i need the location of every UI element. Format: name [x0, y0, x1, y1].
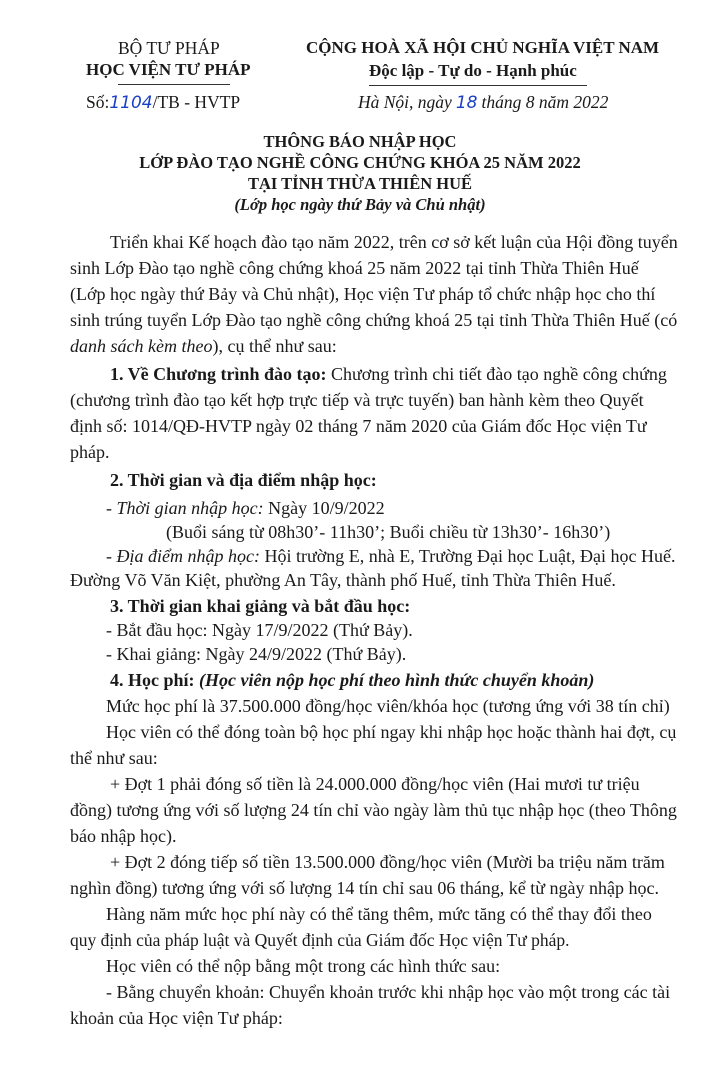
intro-line-2: sinh Lớp Đào tạo nghề công chứng khoá 25 năm 2022 tại tỉnh Thừa Thiên Huế: [70, 258, 639, 278]
section-2-heading: 2. Thời gian và địa điểm nhập học:: [110, 470, 377, 490]
installment-2-line-1: + Đợt 2 đóng tiếp số tiền 13.500.000 đồng/học viên (Mười ba triệu năm trăm: [110, 852, 665, 872]
intro-line-4: sinh trúng tuyển Lớp Đào tạo nghề công chứng khoá 25 tại tỉnh Thừa Thiên Huế (có: [70, 310, 678, 330]
intro-line-3: (Lớp học ngày thứ Bảy và Chủ nhật), Học viện Tư pháp tổ chức nhập học cho thí: [70, 284, 656, 304]
intro-line-5: [70, 336, 337, 357]
notice-title: THÔNG BÁO NHẬP HỌC: [263, 132, 457, 151]
payment-options-line-2: thể như sau:: [70, 748, 158, 768]
national-motto: Độc lập - Tự do - Hạnh phúc: [369, 61, 577, 80]
enrollment-place: [106, 546, 675, 567]
date-prefix: Hà Nội, ngày: [358, 92, 452, 112]
bank-transfer-line-1: - Bằng chuyển khoản: Chuyển khoản trước khi nhập học vào một trong các tài: [106, 982, 671, 1002]
enrollment-place-value: Hội trường E, nhà E, Trường Đại học Luật, Đại học Huế.: [259, 546, 676, 566]
enrollment-place-line-2: Đường Võ Văn Kiệt, phường An Tây, thành phố Huế, tỉnh Thừa Thiên Huế.: [70, 570, 616, 590]
enrollment-time-label: - Thời gian nhập học:: [106, 498, 264, 518]
payment-methods: Học viên có thể nộp bằng một trong các hình thức sau:: [106, 956, 501, 976]
doc-no-prefix: Số:: [86, 92, 110, 112]
enrollment-place-label: - Địa điểm nhập học:: [106, 546, 260, 566]
course-opening: - Khai giảng: Ngày 24/9/2022 (Thứ Bảy).: [106, 644, 407, 664]
notice-schedule-note: (Lớp học ngày thứ Bảy và Chủ nhật): [234, 195, 486, 214]
enrollment-time-detail: (Buổi sáng từ 08h30’- 11h30’; Buổi chiều từ 13h30’- 16h30’): [166, 522, 611, 542]
section-3-heading: 3. Thời gian khai giảng và bắt đầu học:: [110, 596, 411, 616]
org-parent: BỘ TƯ PHÁP: [118, 38, 220, 58]
place-date: [358, 92, 608, 113]
section-1-text: Chương trình chi tiết đào tạo nghề công chứng: [326, 364, 667, 384]
installment-1-line-1: + Đợt 1 phải đóng số tiền là 24.000.000 đồng/học viên (Hai mươi tư triệu: [110, 774, 640, 794]
date-handwritten: 18: [455, 93, 478, 113]
org-underline: [118, 84, 230, 85]
national-title: CỘNG HOÀ XÃ HỘI CHỦ NGHĨA VIỆT NAM: [306, 38, 660, 57]
notice-subtitle: LỚP ĐÀO TẠO NGHỀ CÔNG CHỨNG KHÓA 25 NĂM 2022: [139, 153, 581, 172]
notice-location: TẠI TỈNH THỪA THIÊN HUẾ: [247, 174, 473, 193]
annual-increase-line-2: quy định của pháp luật và Quyết định của Giám đốc Học viện Tư pháp.: [70, 930, 570, 950]
org-name: HỌC VIỆN TƯ PHÁP: [86, 60, 251, 79]
intro-attachment-note: danh sách kèm theo: [70, 336, 213, 356]
enrollment-time: [106, 498, 385, 519]
intro-line-1: Triển khai Kế hoạch đào tạo năm 2022, trên cơ sở kết luận của Hội đồng tuyển: [110, 232, 678, 252]
course-start: - Bắt đầu học: Ngày 17/9/2022 (Thứ Bảy).: [106, 620, 413, 640]
section-1-line-4: pháp.: [70, 442, 110, 462]
section-4-heading-note: (Học viên nộp học phí theo hình thức chuyển khoản): [194, 670, 595, 690]
payment-options-line-1: Học viên có thể đóng toàn bộ học phí ngay khi nhập học hoặc thành hai đợt, cụ: [106, 722, 677, 742]
intro-line-5-tail: ), cụ thể như sau:: [212, 336, 337, 356]
installment-1-line-2: đồng) tương ứng với số lượng 24 tín chỉ vào ngày làm thủ tục nhập học (theo Thông: [70, 800, 677, 820]
doc-no-suffix: /TB - HVTP: [152, 92, 241, 112]
tuition-amount: Mức học phí là 37.500.000 đồng/học viên/khóa học (tương ứng với 38 tín chỉ): [106, 696, 670, 716]
bank-transfer-line-2: khoản của Học viện Tư pháp:: [70, 1008, 283, 1028]
installment-1-line-3: báo nhập học).: [70, 826, 177, 846]
section-4-heading: 4. Học phí:: [110, 670, 195, 690]
section-4-heading-line: [110, 670, 594, 691]
section-1-line-2: (chương trình đào tạo kết hợp trực tiếp và trực tuyến) ban hành kèm theo Quyết: [70, 390, 644, 410]
motto-underline: [369, 85, 587, 86]
document-number: [86, 92, 240, 113]
annual-increase-line-1: Hàng năm mức học phí này có thể tăng thêm, mức tăng có thể thay đổi theo: [106, 904, 652, 924]
section-1-line-1: [110, 364, 667, 385]
section-1-line-3: định số: 1014/QĐ-HVTP ngày 02 tháng 7 năm 2020 của Giám đốc Học viện Tư: [70, 416, 647, 436]
date-suffix: tháng 8 năm 2022: [481, 92, 609, 112]
installment-2-line-2: nghìn đồng) tương ứng với số lượng 14 tín chỉ sau 06 tháng, kể từ ngày nhập học.: [70, 878, 660, 898]
doc-no-handwritten: 1104: [109, 93, 153, 113]
section-1-heading: 1. Về Chương trình đào tạo:: [110, 364, 327, 384]
enrollment-time-value: Ngày 10/9/2022: [263, 498, 385, 518]
